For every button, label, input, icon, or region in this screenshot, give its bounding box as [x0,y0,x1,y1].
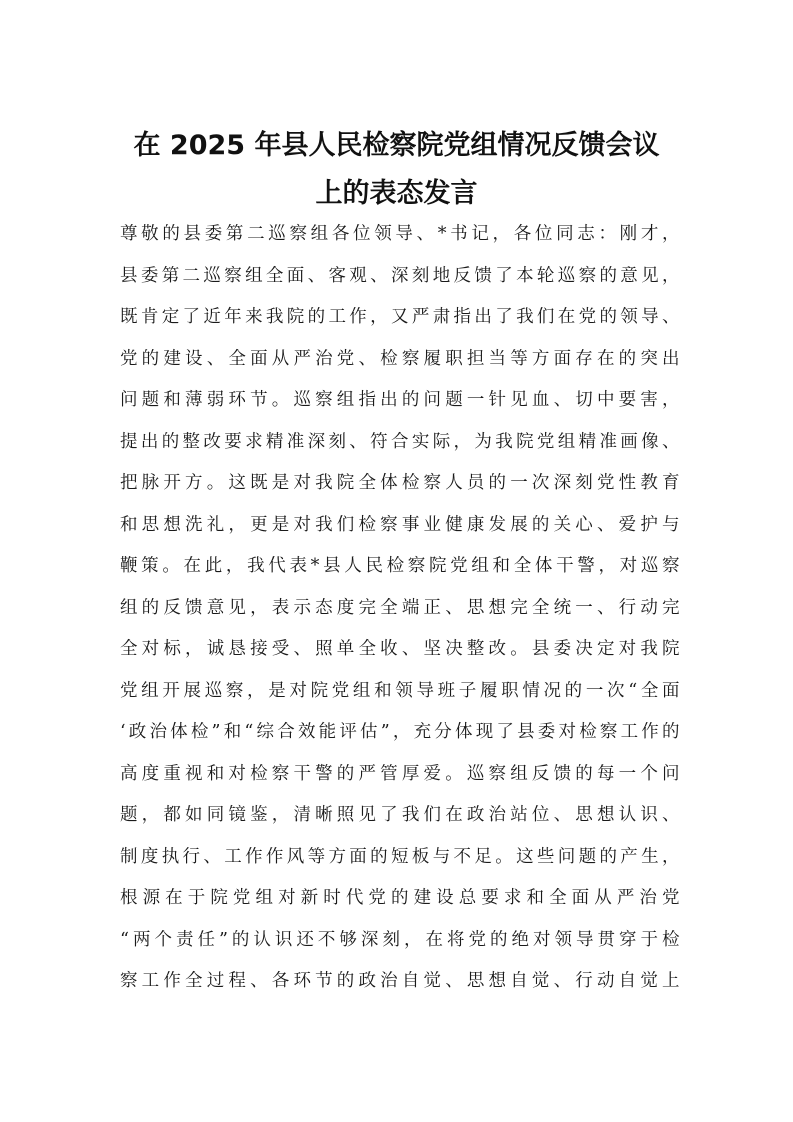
body-line-11: 全对标，诚恳接受、照单全收、坚决整改。县委决定对我院 [120,639,680,659]
body-line-9: 鞭策。在此，我代表*县人民检察院党组和全体干警，对巡察 [120,556,680,576]
document-title-line-2: 上的表态发言 [315,178,478,209]
body-line-16: 制度执行、工作作风等方面的短板与不足。这些问题的产生， [120,846,680,867]
body-line-17: 根源在于院党组对新时代党的建设总要求和全面从严治党 [120,888,680,908]
body-line-2: 县委第二巡察组全面、客观、深刻地反馈了本轮巡察的意见， [120,265,680,286]
body-line-1: 尊敬的县委第二巡察组各位领导、*书记，各位同志：刚才， [120,224,680,244]
body-line-5: 问题和薄弱环节。巡察组指出的问题一针见血、切中要害， [120,390,680,410]
body-line-12: 党组开展巡察，是对院党组和领导班子履职情况的一次“全面 [120,680,680,701]
body-line-10: 组的反馈意见，表示态度完全端正、思想完全统一、行动完 [120,597,680,618]
body-line-19: 察工作全过程、各环节的政治自觉、思想自觉、行动自觉上 [120,971,680,991]
body-line-18: “两个责任”的认识还不够深刻，在将党的绝对领导贯穿于检 [120,929,680,950]
body-line-13: ‘政治体检”和“综合效能评估”，充分体现了县委对检察工作的 [120,722,680,742]
body-line-7: 把脉开方。这既是对我院全体检察人员的一次深刻党性教育 [120,473,680,493]
body-line-8: 和思想洗礼，更是对我们检察事业健康发展的关心、爱护与 [120,514,680,535]
body-line-4: 党的建设、全面从严治党、检察履职担当等方面存在的突出 [120,348,680,369]
body-line-15: 题，都如同镜鉴，清晰照见了我们在政治站位、思想认识、 [120,805,680,825]
document-body [120,214,680,1003]
body-line-6: 提出的整改要求精准深刻、符合实际，为我院党组精准画像、 [120,431,680,452]
body-line-3: 既肯定了近年来我院的工作，又严肃指出了我们在党的领导、 [120,307,680,327]
body-line-14: 高度重视和对检察干警的严管厚爱。巡察组反馈的每一个问 [120,763,680,784]
document-title-line-1: 在 2025 年县人民检察院党组情况反馈会议 [133,130,660,161]
